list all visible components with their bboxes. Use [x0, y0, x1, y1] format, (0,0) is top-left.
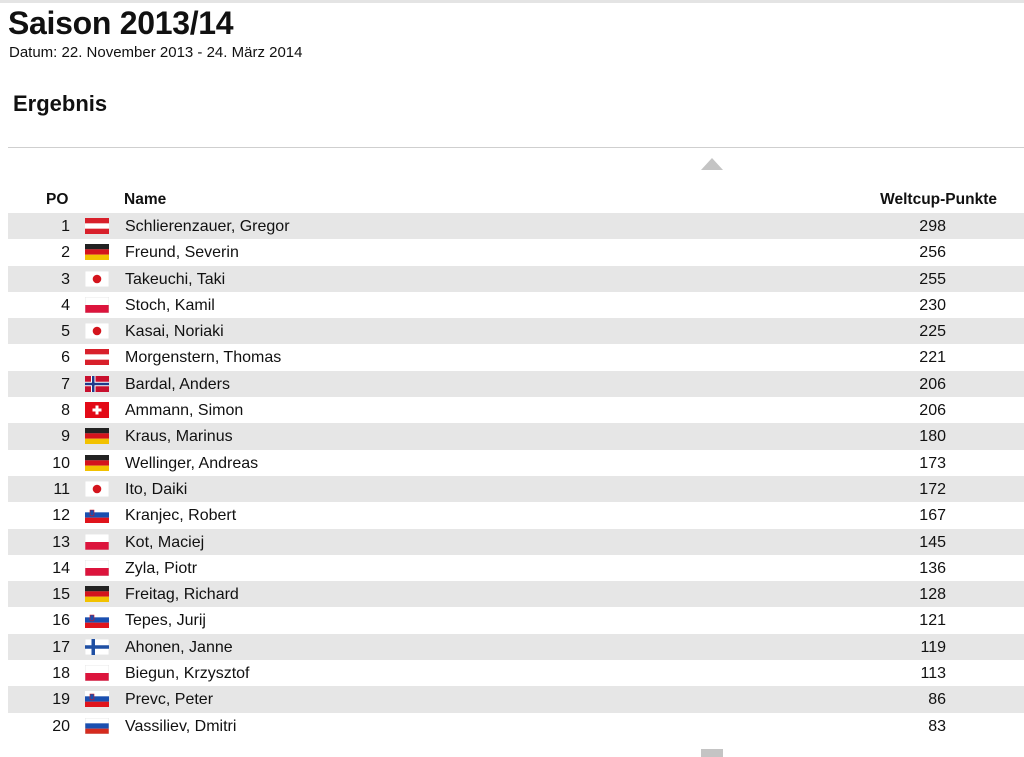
column-header-pos[interactable]: PO — [46, 191, 69, 208]
athlete-points: 136 — [919, 559, 946, 577]
row-position: 2 — [61, 244, 70, 262]
athlete-points: 230 — [919, 296, 946, 314]
table-row — [8, 450, 1024, 476]
table-row — [8, 371, 1024, 397]
row-position: 14 — [52, 559, 70, 577]
table-row — [8, 344, 1024, 370]
athlete-name: Kasai, Noriaki — [125, 323, 224, 341]
table-row — [8, 581, 1024, 607]
japan-flag-icon — [85, 481, 109, 497]
athlete-name: Freund, Severin — [125, 244, 239, 262]
poland-flag-icon — [85, 560, 109, 576]
athlete-points: 167 — [919, 507, 946, 525]
row-position: 13 — [52, 533, 70, 551]
athlete-points: 206 — [919, 375, 946, 393]
athlete-points: 128 — [919, 586, 946, 604]
athlete-points: 206 — [919, 402, 946, 420]
athlete-name: Kot, Maciej — [125, 533, 205, 551]
row-position: 18 — [52, 665, 70, 683]
row-position: 4 — [61, 296, 70, 314]
athlete-name: Ito, Daiki — [125, 480, 188, 498]
germany-flag-icon — [85, 586, 109, 602]
table-header — [8, 189, 1024, 211]
finland-flag-icon — [85, 639, 109, 655]
poland-flag-icon — [85, 297, 109, 313]
page-title: Saison 2013/14 — [8, 5, 234, 41]
austria-flag-icon — [85, 218, 109, 234]
table-row — [8, 502, 1024, 528]
athlete-points: 86 — [928, 691, 946, 709]
athlete-points: 180 — [919, 428, 946, 446]
athlete-name: Takeuchi, Taki — [125, 270, 226, 288]
row-position: 17 — [52, 638, 70, 656]
row-position: 15 — [52, 586, 70, 604]
table-row — [8, 476, 1024, 502]
athlete-name: Ahonen, Janne — [125, 638, 233, 656]
table-row — [8, 555, 1024, 581]
row-position: 16 — [52, 612, 70, 630]
athlete-points: 145 — [919, 533, 946, 551]
row-position: 19 — [52, 691, 70, 709]
athlete-points: 221 — [919, 349, 946, 367]
row-position: 12 — [52, 507, 70, 525]
table-row — [8, 529, 1024, 555]
slovenia-flag-icon — [85, 507, 109, 523]
russia-flag-icon — [85, 718, 109, 734]
column-header-points[interactable]: Weltcup-Punkte — [880, 191, 997, 208]
table-row — [8, 660, 1024, 686]
germany-flag-icon — [85, 428, 109, 444]
athlete-name: Morgenstern, Thomas — [125, 349, 282, 367]
table-row — [8, 423, 1024, 449]
table-row — [8, 634, 1024, 660]
row-position: 10 — [52, 454, 70, 472]
row-position: 20 — [52, 717, 70, 735]
table-row — [8, 397, 1024, 423]
athlete-points: 119 — [920, 638, 946, 656]
germany-flag-icon — [85, 455, 109, 471]
table-row — [8, 686, 1024, 712]
athlete-name: Bardal, Anders — [125, 375, 230, 393]
athlete-points: 173 — [919, 454, 946, 472]
athlete-name: Biegun, Krzysztof — [125, 665, 250, 683]
section-title: Ergebnis — [13, 91, 108, 116]
athlete-name: Kranjec, Robert — [125, 507, 237, 525]
slovenia-flag-icon — [85, 612, 109, 628]
table-row — [8, 266, 1024, 292]
athlete-name: Schlierenzauer, Gregor — [125, 218, 290, 235]
table-row — [8, 607, 1024, 633]
germany-flag-icon — [85, 244, 109, 260]
table-row — [8, 318, 1024, 344]
athlete-name: Zyla, Piotr — [125, 559, 198, 577]
athlete-points: 225 — [919, 323, 946, 341]
row-position: 9 — [61, 428, 70, 446]
top-rule — [0, 0, 1024, 3]
column-header-name[interactable]: Name — [124, 191, 167, 208]
switzerland-flag-icon — [85, 402, 109, 418]
row-position: 1 — [61, 218, 70, 235]
athlete-points: 121 — [919, 612, 946, 630]
athlete-points: 113 — [920, 665, 946, 683]
austria-flag-icon — [85, 349, 109, 365]
athlete-points: 83 — [928, 717, 946, 735]
athlete-name: Ammann, Simon — [125, 402, 244, 420]
row-position: 6 — [61, 349, 70, 367]
athlete-name: Prevc, Peter — [125, 691, 214, 709]
athlete-name: Wellinger, Andreas — [125, 454, 259, 472]
japan-flag-icon — [85, 323, 109, 339]
athlete-name: Stoch, Kamil — [125, 296, 215, 314]
row-position: 3 — [61, 270, 70, 288]
results-table — [8, 213, 1024, 739]
row-position: 11 — [53, 480, 70, 498]
date-range: Datum: 22. November 2013 - 24. März 2014 — [9, 44, 303, 61]
slovenia-flag-icon — [85, 691, 109, 707]
athlete-points: 256 — [919, 244, 946, 262]
athlete-points: 172 — [919, 480, 946, 498]
table-row — [8, 239, 1024, 265]
table-row — [8, 213, 1024, 239]
norway-flag-icon — [85, 376, 109, 392]
poland-flag-icon — [85, 665, 109, 681]
table-row — [8, 713, 1024, 739]
athlete-name: Tepes, Jurij — [125, 612, 206, 630]
scroll-up-arrow-icon[interactable] — [701, 158, 723, 170]
athlete-name: Vassiliev, Dmitri — [125, 717, 237, 735]
athlete-points: 298 — [919, 218, 946, 235]
poland-flag-icon — [85, 534, 109, 550]
row-position: 8 — [61, 402, 70, 420]
table-row — [8, 292, 1024, 318]
athlete-name: Kraus, Marinus — [125, 428, 233, 446]
athlete-name: Freitag, Richard — [125, 586, 239, 604]
row-position: 7 — [61, 375, 70, 393]
athlete-points: 255 — [919, 270, 946, 288]
row-position: 5 — [61, 323, 70, 341]
japan-flag-icon — [85, 271, 109, 287]
divider — [8, 147, 1024, 148]
